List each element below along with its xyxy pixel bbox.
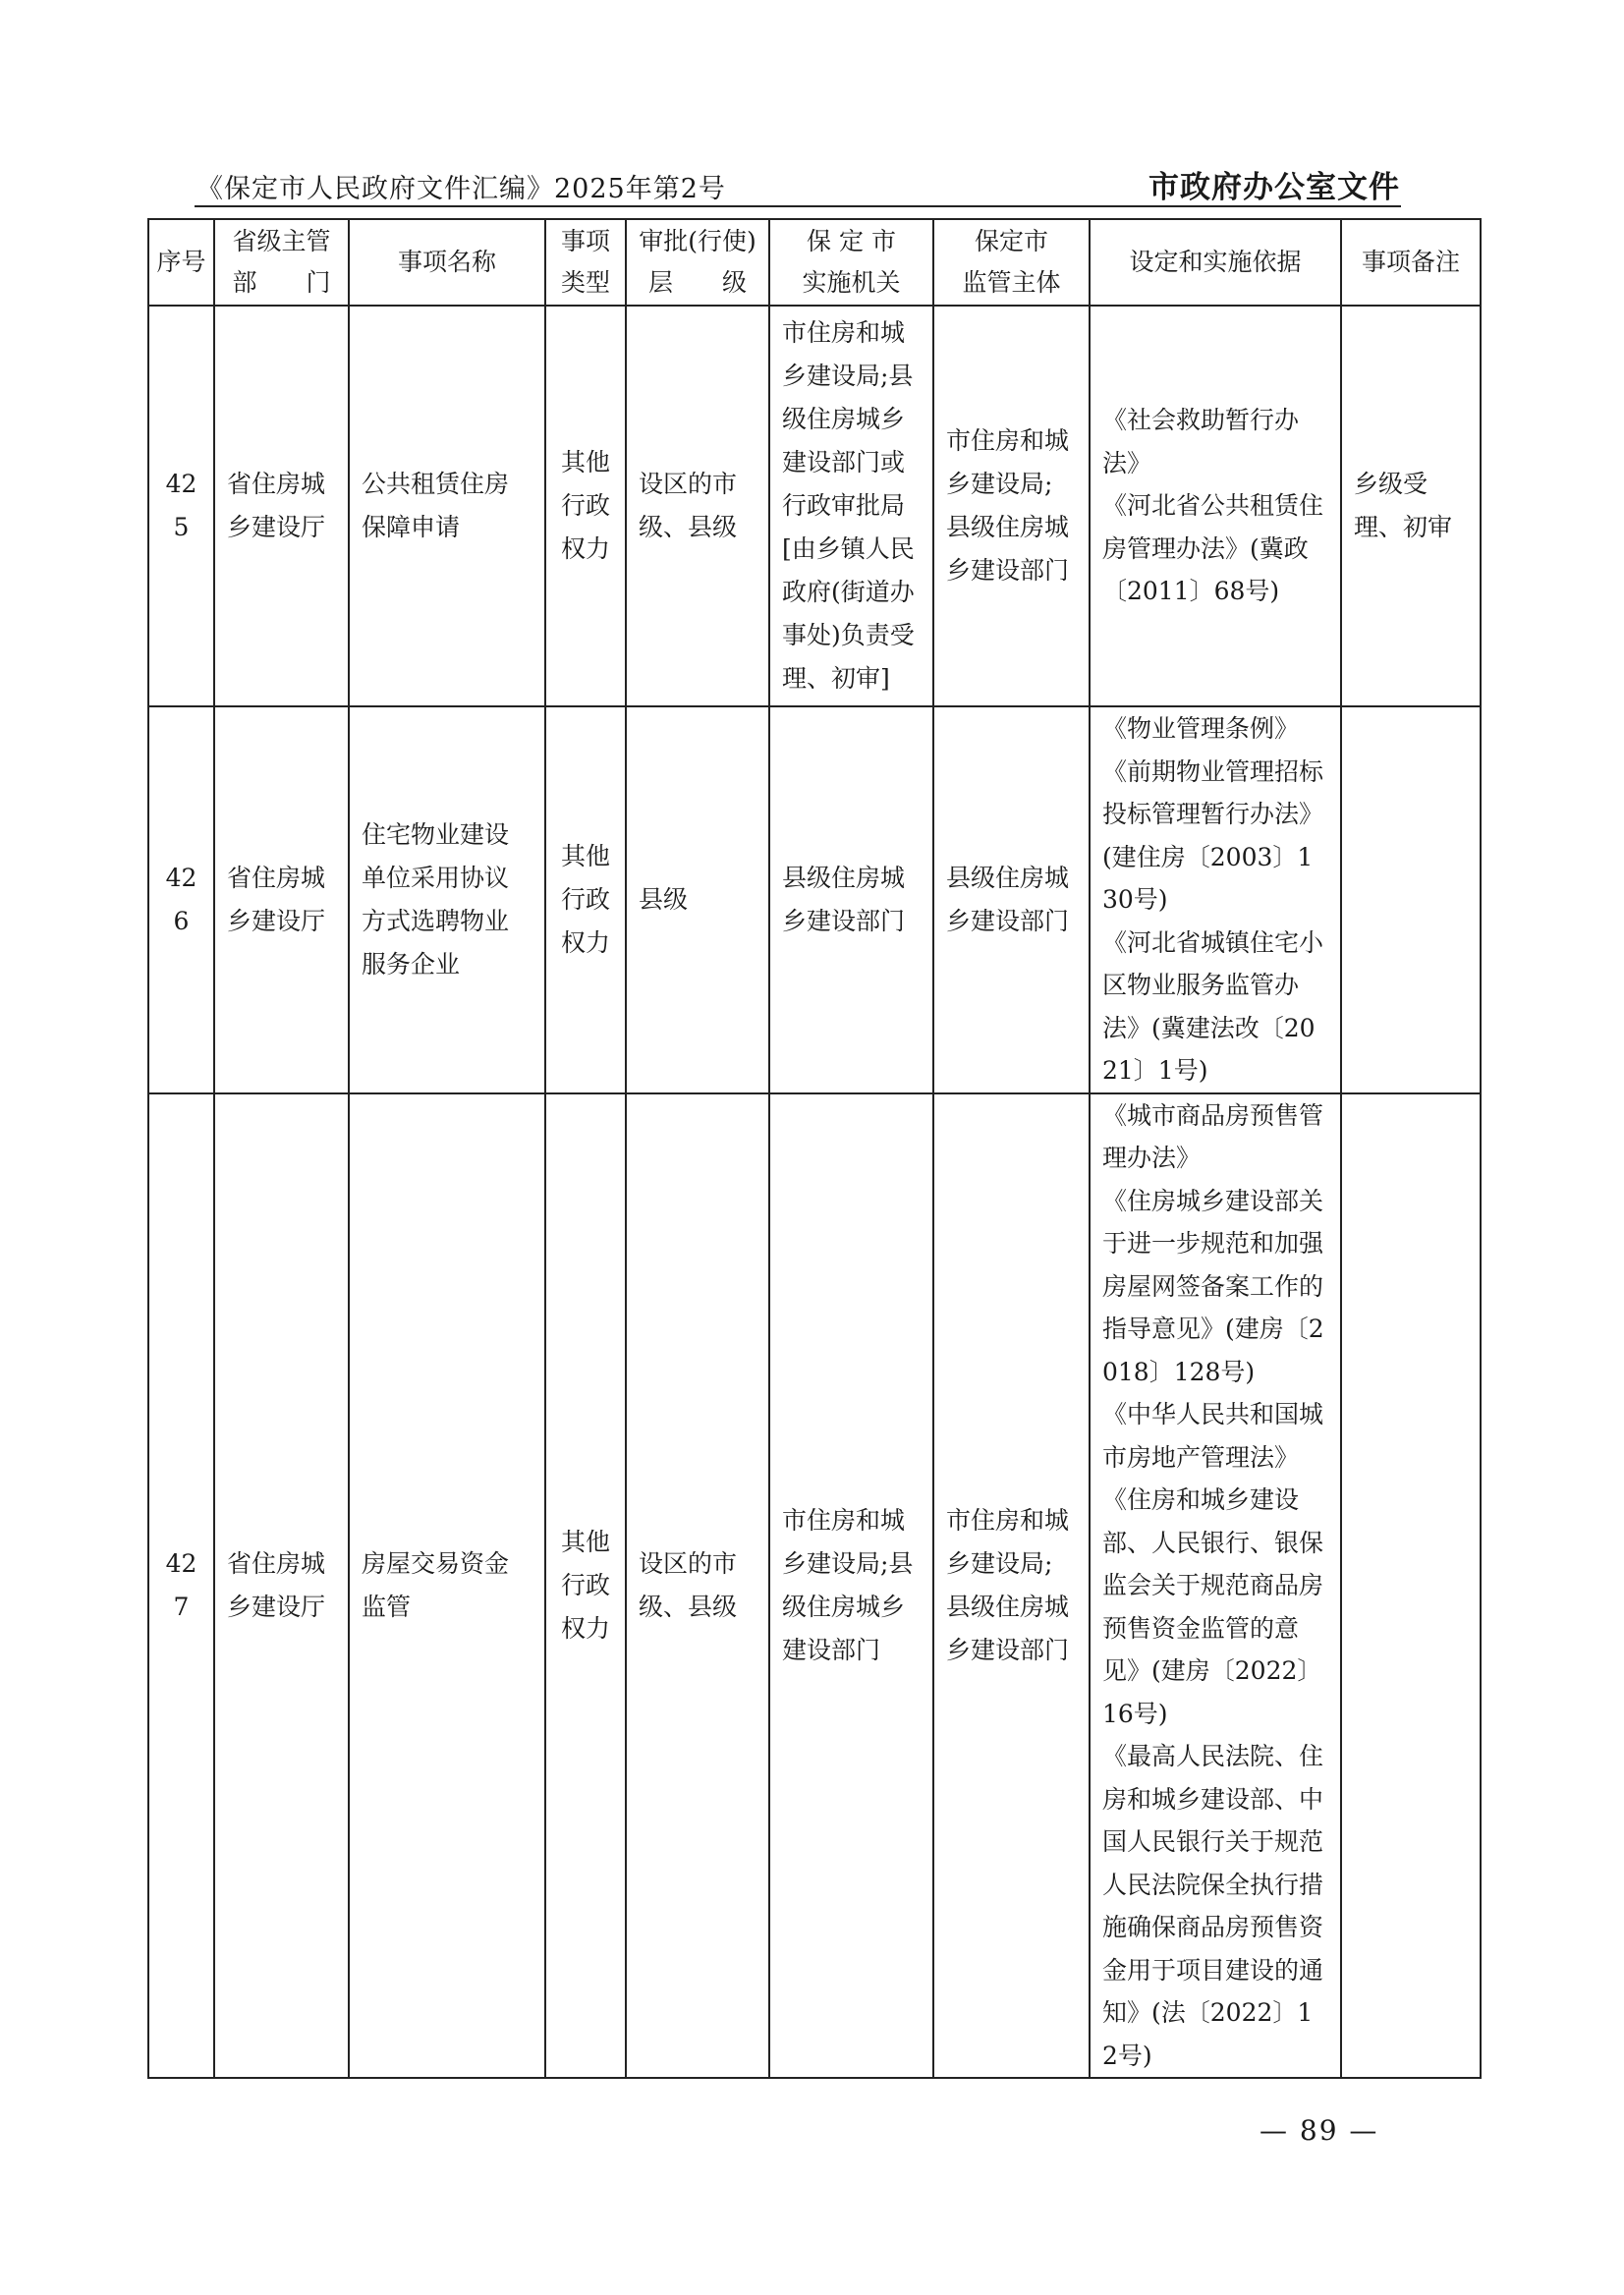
publication-title: 《保定市人民政府文件汇编》2025年第2号 [196,174,726,204]
table-row [148,1093,1481,2079]
row-supervisor: 县级住房城乡建设部门 [933,706,1090,1093]
row-type: 其他行政权力 [545,706,626,1093]
col-header-type: 事项 类型 [545,219,626,306]
row-agency: 市住房和城乡建设局;县级住房城乡建设部门或行政审批局[由乡镇人民政府(街道办事处)负责受理、初审] [769,306,933,706]
table-header-row [148,219,1481,306]
row-supervisor: 市住房和城乡建设局;县级住房城乡建设部门 [933,306,1090,706]
row-name: 房屋交易资金监管 [349,1093,545,2079]
page-number: — 89 — [1260,2114,1379,2147]
row-agency: 市住房和城乡建设局;县级住房城乡建设部门 [769,1093,933,2079]
col-header-level: 审批(行使) 层 级 [626,219,769,306]
table-row [148,306,1481,706]
row-type: 其他行政权力 [545,306,626,706]
items-table [147,218,1482,2079]
row-note: 乡级受理、初审 [1341,306,1481,706]
col-header-note: 事项备注 [1341,219,1481,306]
row-basis: 《物业管理条例》 《前期物业管理招标投标管理暂行办法》(建住房〔2003〕130号) 《河北省城镇住宅小区物业服务监管办法》(冀建法改〔2021〕1号) [1090,706,1341,1093]
row-dept: 省住房城乡建设厅 [214,706,349,1093]
row-number: 425 [148,306,214,706]
row-dept: 省住房城乡建设厅 [214,1093,349,2079]
header-divider [195,205,1401,207]
col-header-basis: 设定和实施依据 [1090,219,1341,306]
row-basis: 《社会救助暂行办法》 《河北省公共租赁住房管理办法》(冀政〔2011〕68号) [1090,306,1341,706]
row-basis: 《城市商品房预售管理办法》 《住房城乡建设部关于进一步规范和加强房屋网签备案工作的指导意见》(建房〔2018〕128号) 《中华人民共和国城市房地产管理法》 《住房和城乡建设部、人民银行、银保监会关于规范商品房预售资金监管的意见》(建房〔2022〕16号) 《最高人民法院、住房和城乡建设部、中国人民银行关于规范人民法院保全执行措施确保商品房预售资金用于项目建设的通知》(法〔2022〕12号) [1090,1093,1341,2079]
row-number: 426 [148,706,214,1093]
section-title: 市政府办公室文件 [1148,170,1400,205]
row-number: 427 [148,1093,214,2079]
col-header-agency: 保 定 市 实施机关 [769,219,933,306]
row-level: 县级 [626,706,769,1093]
col-header-supervisor: 保定市 监管主体 [933,219,1090,306]
col-header-no: 序号 [148,219,214,306]
row-name: 公共租赁住房保障申请 [349,306,545,706]
row-note [1341,706,1481,1093]
table-row [148,706,1481,1093]
row-level: 设区的市级、县级 [626,1093,769,2079]
row-supervisor: 市住房和城乡建设局;县级住房城乡建设部门 [933,1093,1090,2079]
row-level: 设区的市级、县级 [626,306,769,706]
row-note [1341,1093,1481,2079]
col-header-name: 事项名称 [349,219,545,306]
row-name: 住宅物业建设单位采用协议方式选聘物业服务企业 [349,706,545,1093]
row-agency: 县级住房城乡建设部门 [769,706,933,1093]
row-dept: 省住房城乡建设厅 [214,306,349,706]
col-header-dept: 省级主管 部 门 [214,219,349,306]
row-type: 其他行政权力 [545,1093,626,2079]
